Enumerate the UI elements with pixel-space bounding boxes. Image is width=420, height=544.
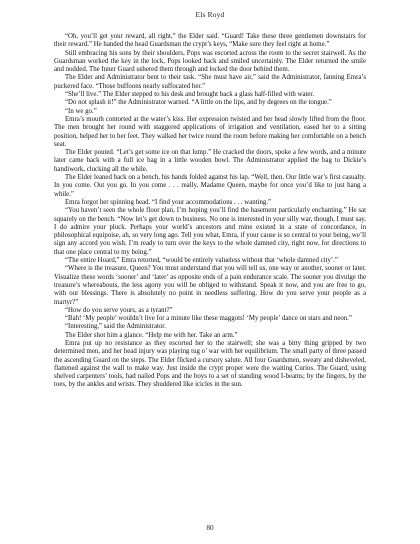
paragraph: Emra forgot her spinning head. “I find your accommodations . . . wanting.” (65, 198, 272, 206)
paragraph: The Elder leaned back on a bench, his hands folded against his lap. “Well, then. Our little war’s first casualty. In you come. Out you go. In you come . . . really, Madame Queen, maybe for once you’d like to just hang a while.” (54, 174, 366, 198)
paragraph: Still embracing his sons by their shoulders, Pops was escorted across the room to the secret stairwell. As the Guardsman worked the key in the lock, Pops looked back and smiled uncertainly. The Elder returned the smile and nodded. The Inner Guard ushered them through and locked the door behind them. (54, 49, 366, 74)
paragraph: “Oh, you’ll get your reward, all right,” the Elder said. “Guard! Take these three gentlemen downstairs for their reward.” He handed the head Guardsman the crypt’s keys, “Make sure they feel right at home.” (54, 33, 366, 49)
page-number: 80 (206, 524, 214, 532)
paragraph: The Elder pouted. “Let’s get some ice on that lump.” He cracked the doors, spoke a few words, and a minute later came back with a full ice bag in a little wooden bowl. The Administrator applied the bag to Dickie’s handiwork, clucking all the while. (54, 149, 366, 173)
paragraph: “Do not splash it!” the Administrator warned. “A little on the lips, and by degrees on the tongue.” (65, 99, 332, 107)
paragraph: “She’ll live.” The Elder stepped to his desk and brought back a glass half-filled with water. (65, 91, 315, 99)
paragraph: “Bah! ‘My people’ wouldn’t live for a minute like these maggots! ‘My people’ dance on stars and neon.” (65, 315, 352, 323)
paragraph: “Where is the treasure, Queen? You must understand that you will tell us, one way or another, sooner or later. Visualize these words ‘sooner’ and ‘later’ as opposite ends of a pain endurance scale. The sooner you divulge the treasure’s whereabouts, the less agony you will be obliged to withstand. Speak it now, and you are free to go, with our blessings. There is absolutely no point in needless suffering. How do you serve your people as a martyr?” (54, 265, 366, 306)
running-head: Els Royd (195, 10, 225, 19)
paragraph: “The entire Hoard,” Emra retorted, “would be entirely valueless without that ‘whole damned city’.” (65, 257, 338, 265)
paragraph: “In we go.” (65, 107, 97, 115)
paragraph: “Interesting,” said the Administrator. (65, 323, 166, 331)
paragraph: “How do you serve yours, as a tyrant?” (65, 306, 173, 314)
paragraph: The Elder and Administrator bent to their task. “She must have air,” said the Administrator, fanning Emra’s puckered face. “Those buffoons nearly suffocated her.” (54, 74, 366, 90)
paragraph: Emra’s mouth contorted at the water’s kiss. Her expression twisted and her head slowly lifted from the floor. The men brought her round with staggered applications of irrigation and ventilation, eased her to a sitting position, helped her to her feet. They walked her twice round the room before making her comfortable on a bench seat. (54, 115, 366, 148)
body-text (54, 33, 366, 390)
paragraph: The Elder shot him a glance. “Help me with her. Take an arm.” (65, 331, 238, 339)
paragraph: “You haven’t seen the whole floor plan, I’m hoping you’ll find the basement particularly enchanting.” He sat squarely on the bench. “Now let’s get down to business. No one is interested in your silly war, though, I must say, I do admire your pluck. Perhaps your world’s ancestors and mine existed in a state of concordance, in philosophical equipoise, ah, so very long ago. Tell you what, Emra, if your cause is so central to your being, we’ll sign any accord you wish. I’m ready to turn over the keys to the whole damned city, right now, for directions to that one place central to my being.” (54, 207, 366, 256)
paragraph: Emra put up no resistance as they escorted her to the stairwell; she was a bitty thing gripped by two determined men, and her head injury was playing tug o’ war with her equilibrium. The small party of three passed the ascending Guard on the steps. The Elder flicked a cursory salute. All four Guardsmen, sweaty and disheveled, flattened against the wall to make way. Just inside the crypt proper were the waiting Curios. The Guard, using shelved carpenters’ tools, had nailed Pops and the boys to a set of standing wood I-beams; by the fingers, by the toes, by the ankles and wrists. They shuddered like icicles in the sun. (54, 339, 366, 389)
